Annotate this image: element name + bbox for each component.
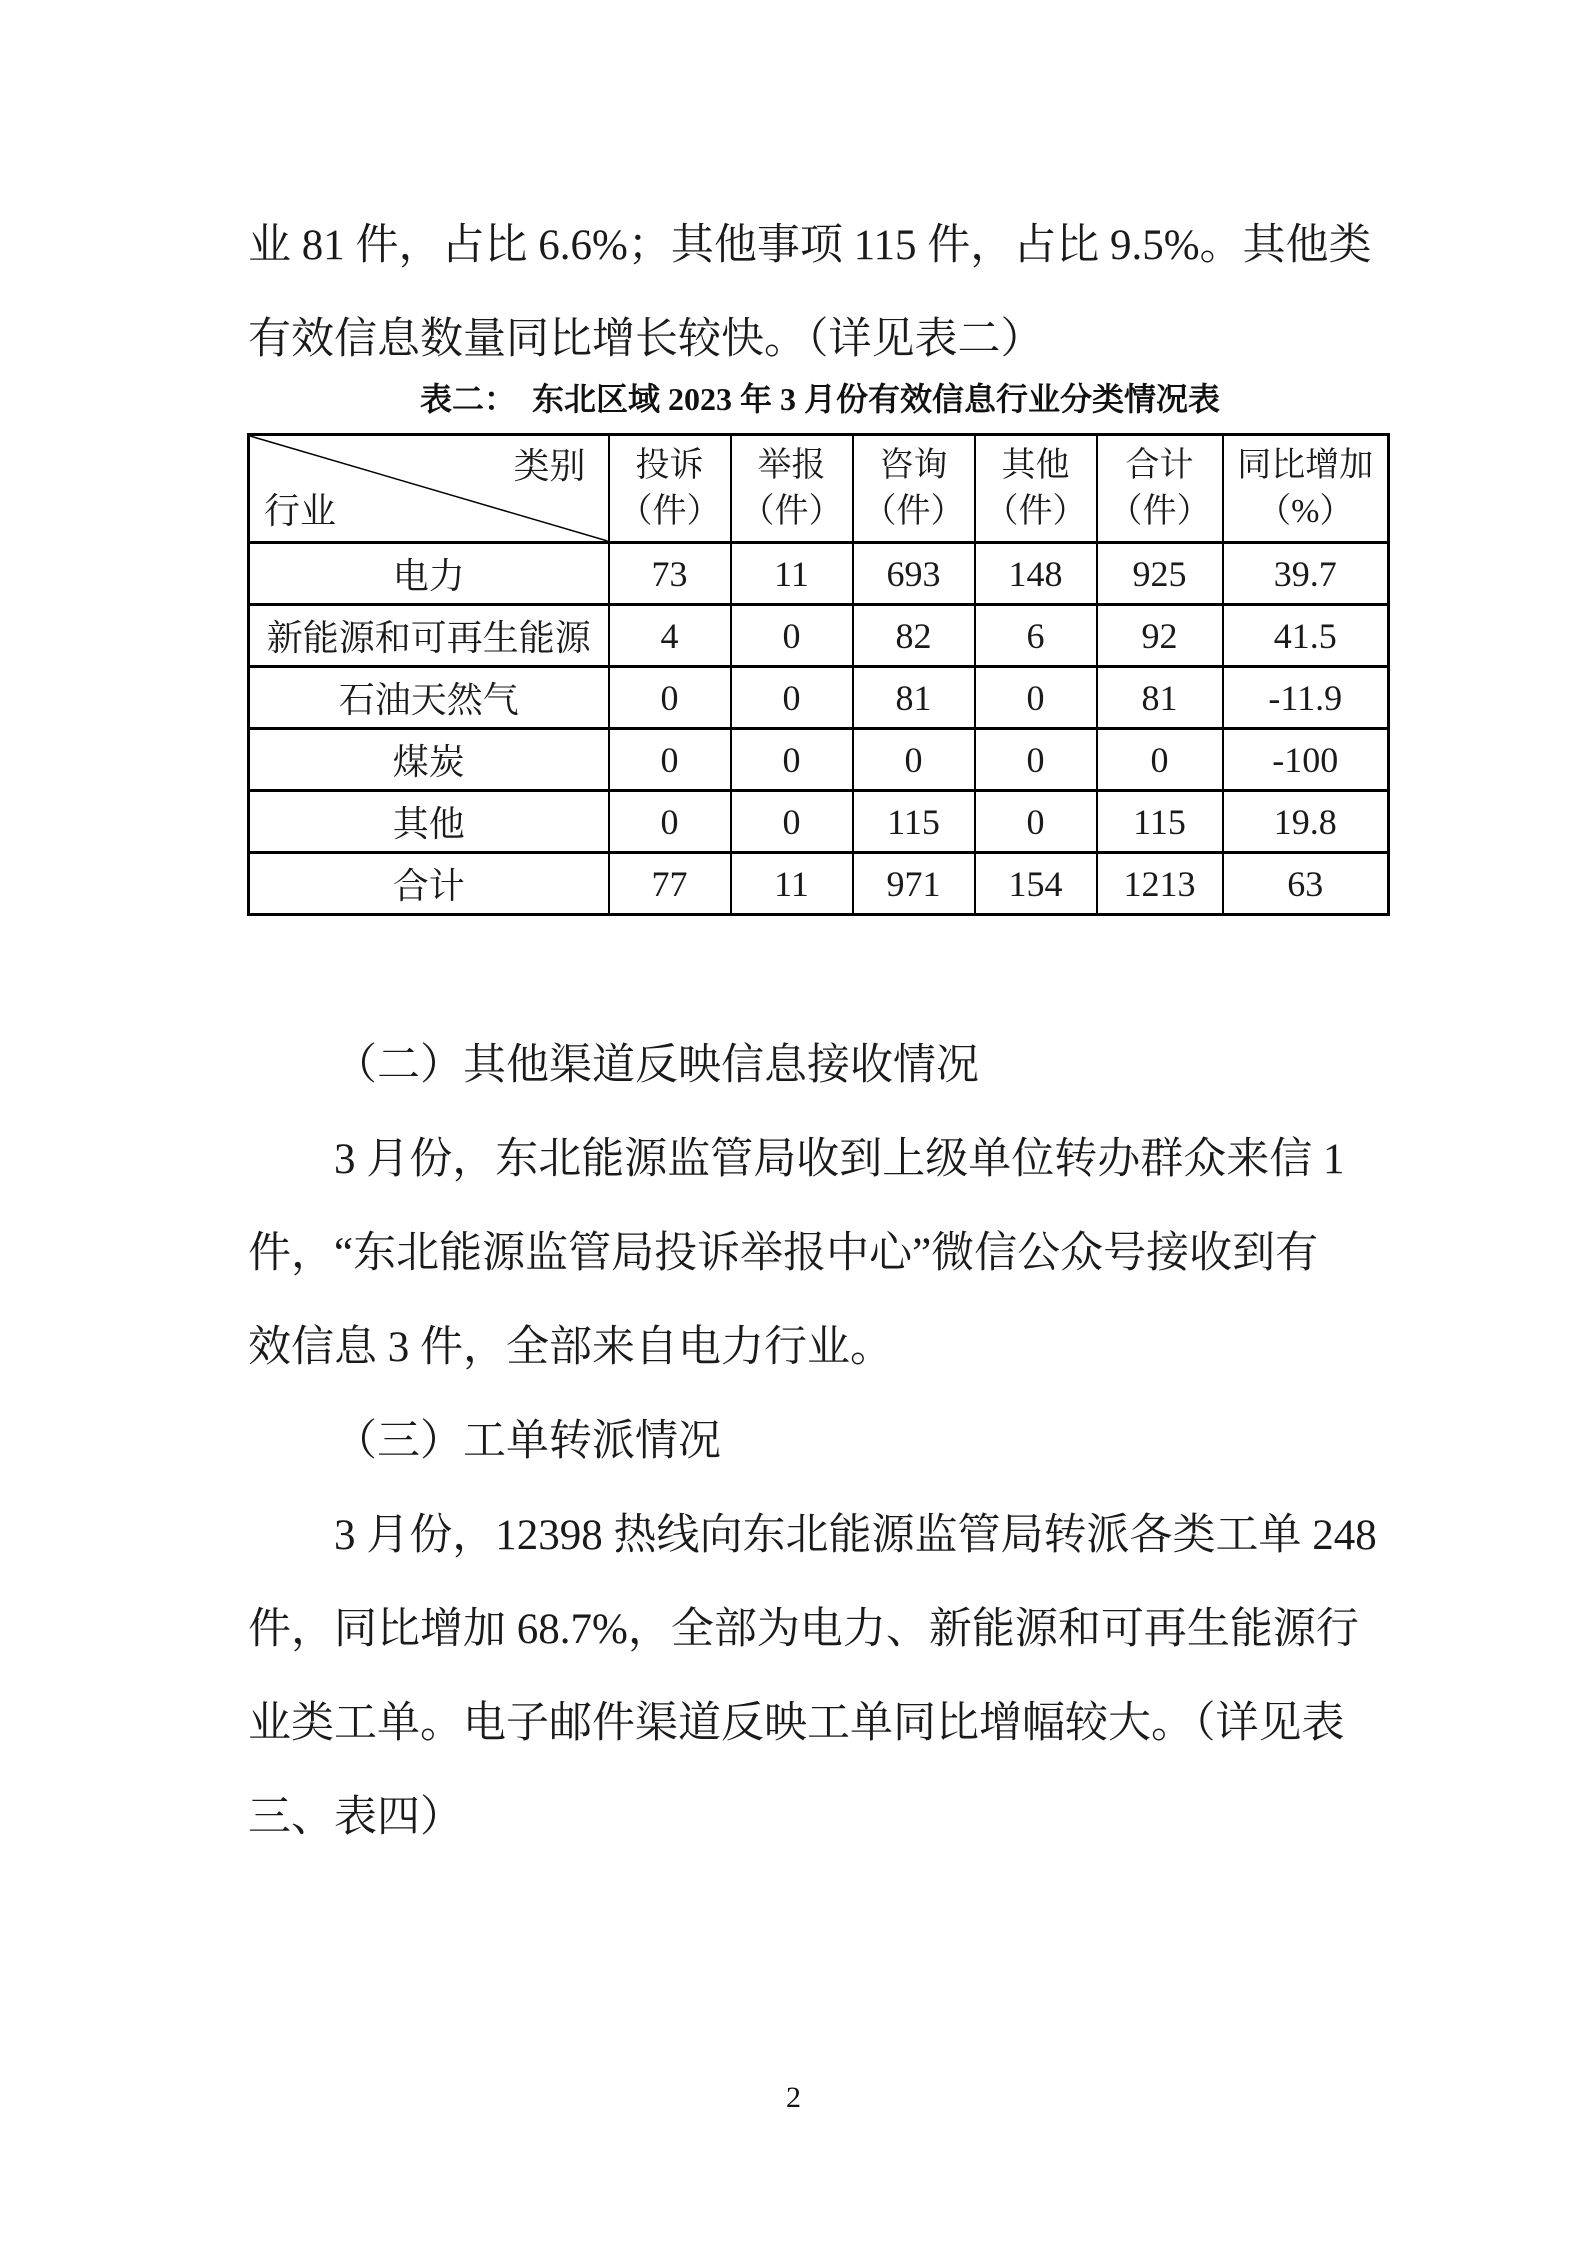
value-cell: 148 — [975, 543, 1097, 605]
column-header-inquiries — [853, 435, 975, 543]
paragraph-line: 件，“东北能源监管局投诉举报中心”微信公众号接收到有 — [248, 1230, 1319, 1277]
section-heading-2: （二）其他渠道反映信息接收情况 — [334, 1042, 979, 1089]
industry-cell: 煤炭 — [249, 729, 609, 791]
header-unit: （件） — [862, 492, 965, 530]
table-row-coal — [249, 729, 1389, 791]
table-header-row — [249, 435, 1389, 543]
value-cell: 115 — [853, 791, 975, 853]
header-label: 咨询 — [879, 446, 948, 484]
value-cell: 0 — [731, 667, 853, 729]
body-paragraph-1 — [248, 199, 1382, 387]
header-unit: （件） — [618, 492, 721, 530]
header-label: 其他 — [1001, 446, 1070, 484]
value-cell: 1213 — [1097, 853, 1223, 915]
corner-label-industry: 行业 — [264, 491, 337, 531]
table-row-total — [249, 853, 1389, 915]
industry-cell: 石油天然气 — [249, 667, 609, 729]
corner-cell — [249, 435, 609, 543]
value-cell: -11.9 — [1223, 667, 1389, 729]
value-cell: -100 — [1223, 729, 1389, 791]
industry-cell: 电力 — [249, 543, 609, 605]
header-unit: （件） — [984, 492, 1087, 530]
value-cell: 19.8 — [1223, 791, 1389, 853]
header-unit: （%） — [1257, 492, 1354, 530]
value-cell: 0 — [731, 605, 853, 667]
value-cell: 4 — [609, 605, 731, 667]
value-cell: 11 — [731, 853, 853, 915]
table-row-new-energy — [249, 605, 1389, 667]
info-classification-table — [247, 433, 1390, 916]
value-cell: 39.7 — [1223, 543, 1389, 605]
industry-cell: 合计 — [249, 853, 609, 915]
table-row-other — [249, 791, 1389, 853]
value-cell: 41.5 — [1223, 605, 1389, 667]
value-cell: 971 — [853, 853, 975, 915]
value-cell: 77 — [609, 853, 731, 915]
table-caption: 表二： 东北区域 2023 年 3 月份有效信息行业分类情况表 — [419, 381, 1220, 417]
section-heading-3: （三）工单转派情况 — [334, 1418, 721, 1465]
value-cell: 154 — [975, 853, 1097, 915]
table-row-electric-power — [249, 543, 1389, 605]
column-header-others — [975, 435, 1097, 543]
table-row-oil-gas — [249, 667, 1389, 729]
header-unit: （件） — [1108, 492, 1211, 530]
value-cell: 693 — [853, 543, 975, 605]
value-cell: 82 — [853, 605, 975, 667]
value-cell: 0 — [975, 729, 1097, 791]
column-header-total — [1097, 435, 1223, 543]
value-cell: 0 — [609, 667, 731, 729]
body-section-2 — [248, 1019, 1382, 1865]
header-label: 举报 — [757, 446, 826, 484]
column-header-complaints — [609, 435, 731, 543]
value-cell: 6 — [975, 605, 1097, 667]
value-cell: 0 — [1097, 729, 1223, 791]
value-cell: 73 — [609, 543, 731, 605]
value-cell: 115 — [1097, 791, 1223, 853]
value-cell: 0 — [609, 729, 731, 791]
value-cell: 0 — [731, 729, 853, 791]
paragraph-line: 业类工单。电子邮件渠道反映工单同比增幅较大。（详见表 — [248, 1700, 1345, 1747]
value-cell: 81 — [853, 667, 975, 729]
paragraph-line: 三、表四） — [248, 1794, 463, 1841]
column-header-yoy-increase — [1223, 435, 1389, 543]
value-cell: 0 — [731, 791, 853, 853]
header-unit: （件） — [740, 492, 843, 530]
corner-label-category: 类别 — [513, 446, 586, 486]
paragraph-line: 业 81 件，占比 6.6%；其他事项 115 件，占比 9.5%。其他类 — [248, 222, 1372, 269]
value-cell: 0 — [853, 729, 975, 791]
paragraph-line: 有效信息数量同比增长较快。（详见表二） — [248, 316, 1044, 363]
industry-cell: 其他 — [249, 791, 609, 853]
value-cell: 92 — [1097, 605, 1223, 667]
value-cell: 11 — [731, 543, 853, 605]
value-cell: 0 — [609, 791, 731, 853]
value-cell: 0 — [975, 791, 1097, 853]
paragraph-line: 3 月份，东北能源监管局收到上级单位转办群众来信 1 — [334, 1136, 1345, 1183]
header-label: 合计 — [1125, 446, 1194, 484]
paragraph-line: 件，同比增加 68.7%，全部为电力、新能源和可再生能源行 — [248, 1606, 1359, 1653]
value-cell: 63 — [1223, 853, 1389, 915]
header-label: 同比增加 — [1237, 446, 1374, 484]
page-number: 2 — [786, 2081, 801, 2114]
value-cell: 925 — [1097, 543, 1223, 605]
table-2-container — [247, 433, 1390, 916]
value-cell: 0 — [975, 667, 1097, 729]
paragraph-line: 3 月份，12398 热线向东北能源监管局转派各类工单 248 — [334, 1512, 1377, 1559]
column-header-reports — [731, 435, 853, 543]
paragraph-line: 效信息 3 件，全部来自电力行业。 — [248, 1324, 893, 1371]
header-label: 投诉 — [635, 446, 704, 484]
industry-cell: 新能源和可再生能源 — [249, 605, 609, 667]
value-cell: 81 — [1097, 667, 1223, 729]
